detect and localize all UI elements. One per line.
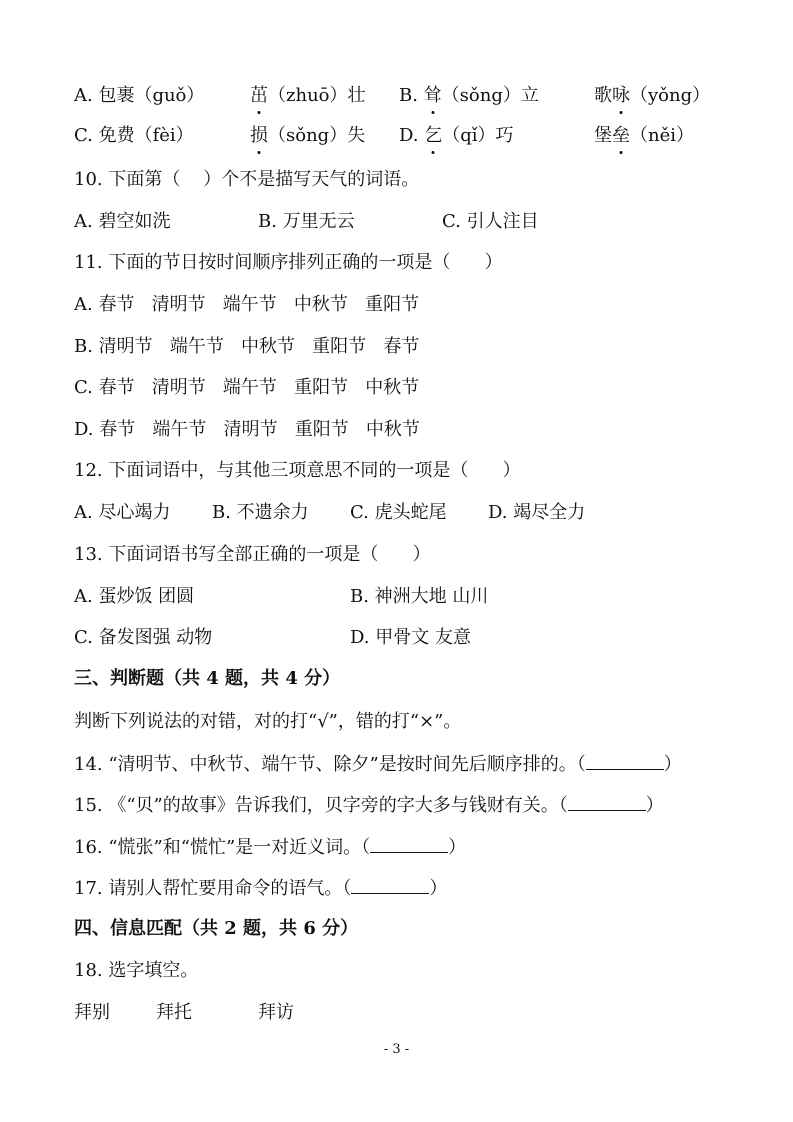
answer-blank[interactable] bbox=[351, 875, 429, 894]
q9-option-a2: 茁（zhuō）壮 bbox=[250, 85, 366, 106]
q12-option-a: A. 尽心竭力 bbox=[74, 502, 171, 523]
q10-option-a: A. 碧空如洗 bbox=[74, 211, 171, 232]
q9-option-d1: D. 乞（qǐ）巧 bbox=[399, 125, 514, 146]
q13-options-row-1 bbox=[0, 585, 793, 609]
q12-option-c: C. 虎头蛇尾 bbox=[350, 502, 447, 523]
q10-option-b: B. 万里无云 bbox=[258, 211, 355, 232]
judgment-item-close: ） bbox=[663, 754, 682, 775]
answer-blank[interactable] bbox=[568, 792, 646, 811]
q10-option-c: C. 引人注目 bbox=[442, 211, 539, 232]
q10-question: 10. 下面第（ ）个不是描写天气的词语。 bbox=[74, 169, 420, 190]
page-number: - 3 - bbox=[383, 1042, 410, 1057]
q9-option-b2: 歌咏（yǒng） bbox=[594, 85, 711, 106]
q11-option-c: C. 春节 清明节 端午节 重阳节 中秋节 bbox=[74, 377, 420, 398]
q13-options-row-2 bbox=[0, 626, 793, 650]
q11-option-d: D. 春节 端午节 清明节 重阳节 中秋节 bbox=[74, 419, 420, 440]
q9-options-row-2 bbox=[0, 124, 793, 148]
answer-blank[interactable] bbox=[586, 751, 664, 770]
q9-option-a1: A. 包裹（guǒ） bbox=[74, 85, 205, 106]
judgment-item-text: 17. 请别人帮忙要用命令的语气。（ bbox=[74, 878, 352, 899]
q11-option-b: B. 清明节 端午节 中秋节 重阳节 春节 bbox=[74, 336, 420, 357]
q11-question: 11. 下面的节日按时间顺序排列正确的一项是（ ） bbox=[74, 252, 503, 273]
q13-option-b: B. 神洲大地 山川 bbox=[350, 586, 489, 607]
q13-question: 13. 下面词语书写全部正确的一项是（ ） bbox=[74, 544, 431, 565]
q9-option-c2: 损（sǒng）失 bbox=[250, 125, 366, 146]
answer-blank[interactable] bbox=[370, 834, 448, 853]
section4-title: 四、信息匹配（共 2 题，共 6 分） bbox=[74, 918, 359, 939]
judgment-item-text: 16. “慌张”和“慌忙”是一对近义词。（ bbox=[74, 837, 371, 858]
word-choices bbox=[0, 1001, 793, 1025]
q9-option-b1: B. 耸（sǒng）立 bbox=[399, 85, 539, 106]
judgment-item-close: ） bbox=[429, 878, 448, 899]
judgment-item-close: ） bbox=[645, 795, 664, 816]
word-choice-1: 拜别 bbox=[74, 1002, 110, 1023]
q13-option-d: D. 甲骨文 友意 bbox=[350, 627, 471, 648]
judgment-item-16 bbox=[74, 834, 466, 860]
judgment-item-14 bbox=[74, 751, 682, 777]
q12-question: 12. 下面词语中，与其他三项意思不同的一项是（ ） bbox=[74, 460, 521, 481]
q12-option-b: B. 不遗余力 bbox=[212, 502, 309, 523]
judgment-item-text: 14. “清明节、中秋节、端午节、除夕”是按时间先后顺序排的。（ bbox=[74, 754, 586, 775]
section3-title: 三、判断题（共 4 题，共 4 分） bbox=[74, 668, 341, 689]
q12-options bbox=[0, 501, 793, 525]
q9-options-row-1 bbox=[0, 84, 793, 108]
q10-options bbox=[0, 210, 793, 234]
judgment-item-17 bbox=[74, 875, 447, 901]
q12-option-d: D. 竭尽全力 bbox=[488, 502, 586, 523]
judgment-item-15 bbox=[74, 792, 664, 818]
q18-question: 18. 选字填空。 bbox=[74, 960, 199, 981]
q13-option-c: C. 备发图强 动物 bbox=[74, 627, 213, 648]
q11-option-a: A. 春节 清明节 端午节 中秋节 重阳节 bbox=[74, 294, 420, 315]
q9-option-c1: C. 免费（fèi） bbox=[74, 125, 194, 146]
word-choice-3: 拜访 bbox=[258, 1002, 294, 1023]
judgment-item-text: 15. 《“贝”的故事》告诉我们，贝字旁的字大多与钱财有关。（ bbox=[74, 795, 568, 816]
section3-instruction: 判断下列说法的对错，对的打“√”，错的打“×”。 bbox=[74, 711, 462, 732]
q9-option-d2: 堡垒（něi） bbox=[594, 125, 695, 146]
word-choice-2: 拜托 bbox=[156, 1002, 192, 1023]
judgment-item-close: ） bbox=[448, 837, 467, 858]
q13-option-a: A. 蛋炒饭 团圆 bbox=[74, 586, 195, 607]
